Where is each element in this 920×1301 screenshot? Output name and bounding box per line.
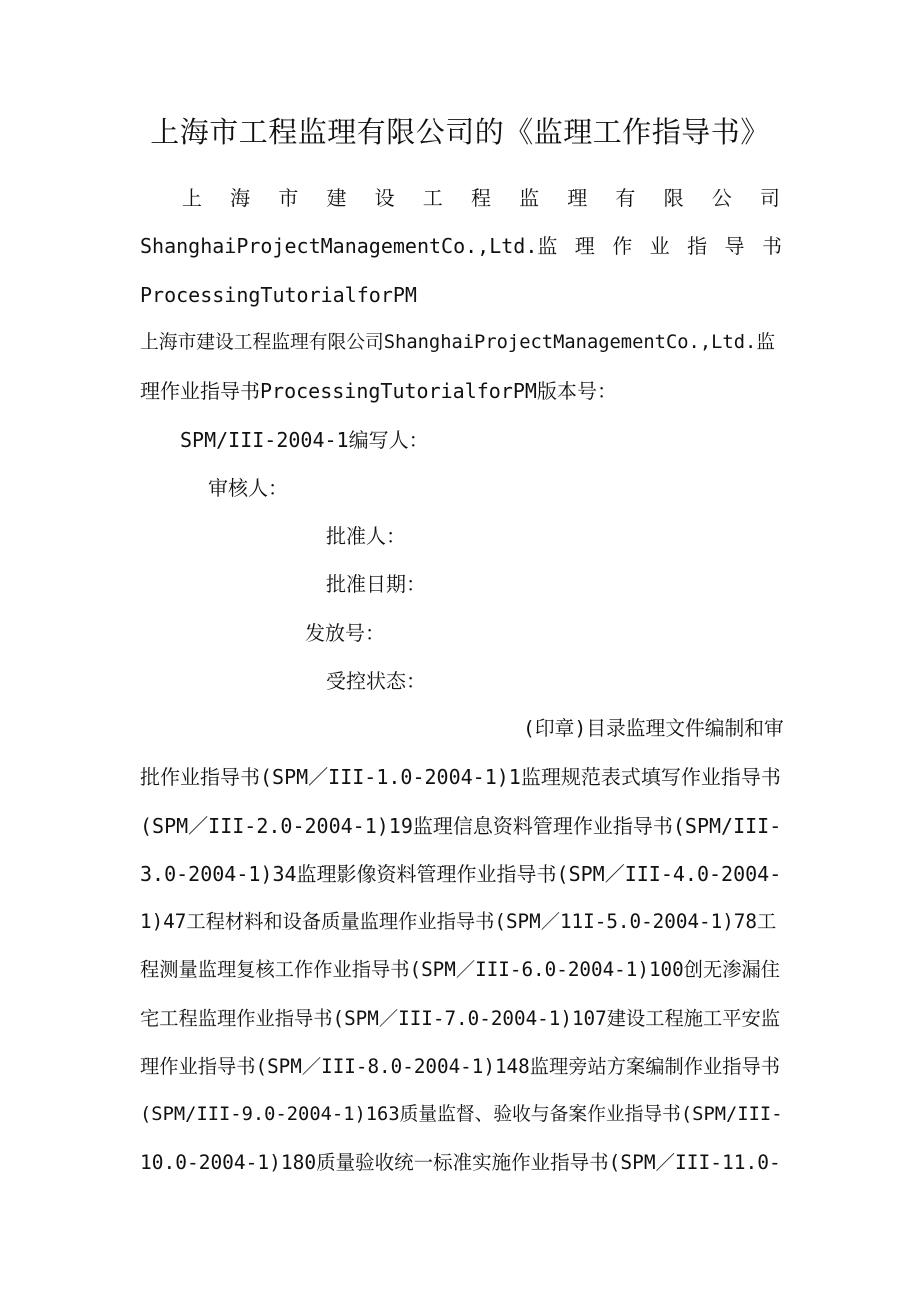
- toc-line-6: 程测量监理复核工作作业指导书(SPM／III-6.0-2004-1)100创无渗漏住: [140, 958, 780, 981]
- company-name-char: 市: [278, 186, 299, 210]
- company-name-spaced: [182, 184, 780, 212]
- tutorial-title-char: 导: [724, 234, 745, 258]
- toc-line-8: 理作业指导书(SPM／III-8.0-2004-1)148监理旁站方案编制作业指导书: [140, 1055, 780, 1078]
- toc-line-7: 宅工程监理作业指导书(SPM／III-7.0-2004-1)107建设工程施工平安监: [140, 1007, 780, 1030]
- company-name-char: 上: [182, 186, 202, 210]
- tutorial-title-char: 理: [574, 234, 595, 258]
- tutorial-title-char: 指: [687, 234, 708, 258]
- toc-line-3: (SPM／III-2.0-2004-1)19监理信息资料管理作业指导书(SPM/III-: [140, 814, 782, 838]
- company-name-char: 理: [567, 186, 588, 210]
- line-3: ProcessingTutorialforPM: [140, 283, 417, 307]
- toc-line-10: 10.0-2004-1)180质量验收统一标准实施作业指导书(SPM／III-11.0-: [140, 1151, 781, 1174]
- document-title: 上海市工程监理有限公司的《监理工作指导书》: [150, 115, 770, 149]
- tutorial-title-char: 监: [537, 234, 558, 258]
- company-name-char: 限: [663, 186, 684, 210]
- toc-line-5: 1)47工程材料和设备质量监理作业指导书(SPM／11I-5.0-2004-1)78工: [140, 910, 777, 933]
- line-5: 理作业指导书ProcessingTutorialforPM版本号：: [140, 379, 617, 403]
- control-status-label: 受控状态：: [326, 669, 426, 693]
- reviewer-label: 审核人：: [208, 476, 288, 500]
- company-name-char: 工: [422, 186, 443, 210]
- company-name-char: 监: [519, 186, 540, 210]
- toc-line-9: (SPM/III-9.0-2004-1)163质量监督、验收与备案作业指导书(SPM/III-: [140, 1104, 783, 1125]
- line-4: 上海市建设工程监理有限公司ShanghaiProjectManagementCo.,Ltd.监: [140, 332, 776, 353]
- issue-number-label: 发放号：: [305, 621, 385, 645]
- tutorial-title-char: 作: [612, 234, 633, 258]
- company-name-en: ShanghaiProjectManagementCo.,Ltd.: [140, 234, 538, 258]
- tutorial-title-cn: [537, 232, 782, 260]
- version-author-line: SPM/III-2004-1编写人：: [180, 428, 429, 452]
- tutorial-title-char: 书: [761, 234, 782, 258]
- company-name-char: 设: [374, 186, 395, 210]
- company-name-char: 建: [326, 186, 347, 210]
- company-name-char: 海: [230, 186, 251, 210]
- line-2: [140, 232, 782, 260]
- toc-line-2: 批作业指导书(SPM／III-1.0-2004-1)1监理规范表式填写作业指导书: [140, 765, 781, 789]
- approver-label: 批准人：: [326, 524, 406, 548]
- company-name-char: 司: [759, 186, 780, 210]
- toc-line-4: 3.0-2004-1)34监理影像资料管理作业指导书(SPM／III-4.0-2004-: [140, 862, 782, 886]
- tutorial-title-char: 业: [649, 234, 670, 258]
- company-name-char: 有: [615, 186, 636, 210]
- approval-date-label: 批准日期：: [326, 572, 426, 596]
- company-name-char: 程: [470, 186, 491, 210]
- company-name-char: 公: [711, 186, 732, 210]
- toc-line-1: (印章)目录监理文件编制和审: [523, 717, 784, 740]
